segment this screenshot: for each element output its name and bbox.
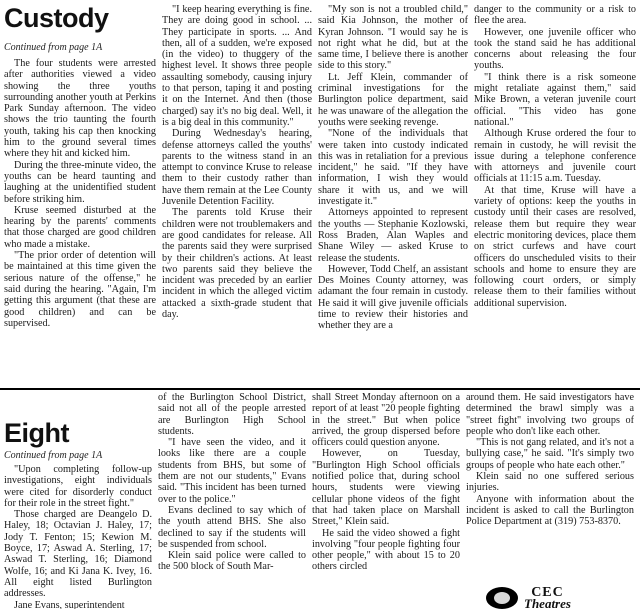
paragraph: During Wednesday's hearing, defense attorneys called the youths' parents to the witness stand in an attempt to convince Kruse to release them to their custody rather than have them remain at the Lee County Juvenile Detention Facility.: [162, 128, 312, 208]
paragraph: Those charged are Deangelo D. Haley, 18; Octavian J. Haley, 17; Jody T. Fenton; 15; Kewion M. Boyce, 17; Aswad A. Sterling, 17; Aswad T. Sterling, 16; Diamond Wolfe, 16; and Ki Jana K. Ivey, 16. All eight listed Burlington addresses.: [4, 509, 152, 600]
ad-subtitle: Theatres: [524, 595, 571, 611]
paragraph: Klein said no one suffered serious injuries.: [466, 471, 634, 494]
paragraph: danger to the community or a risk to flee the area.: [474, 4, 636, 27]
paragraph: "This is not gang related, and it's not a bullying case," he said. "It's simply two groups of people who hate each other.": [466, 437, 634, 471]
paragraph: "The prior order of detention will be maintained at this time given the serious nature of the offense," he said during the hearing. "Again, I'm getting this argument (that these are good children) and can be supervised.: [4, 250, 156, 329]
headline-eight: Eight: [4, 418, 69, 448]
eight-column-2: [158, 392, 306, 609]
custody-column-4: [474, 4, 636, 384]
paragraph: Klein said police were called to the 500 block of South Mar-: [158, 550, 306, 573]
paragraph: around them. He said investigators have determined the brawl simply was a "street fight" involving two groups of people who don't like each other.: [466, 392, 634, 437]
paragraph: of the Burlington School District, said not all of the people arrested are Burlington High School students.: [158, 392, 306, 437]
custody-column-3: [318, 4, 468, 384]
theatre-logo-icon: [486, 587, 518, 609]
custody-column-1: [4, 58, 156, 384]
paragraph: "I think there is a risk someone might retaliate against them," said Mike Brown, a veteran juvenile court official. "This video has gone national.": [474, 71, 636, 128]
continued-line-eight: Continued from page 1A: [4, 450, 103, 461]
eight-column-1: [4, 464, 152, 609]
paragraph: Lt. Jeff Klein, commander of criminal investigations for the Burlington police department, said he was unaware of the allegation the youths were seeking revenge.: [318, 71, 468, 128]
paragraph: He said the video showed a fight involving "four people fighting four other people," with about 15 to 20 others circled: [312, 527, 460, 573]
paragraph: "None of the individuals that were taken into custody indicated this was in retaliation for a previous incident," he said. "If they have information, I wish they would share it with us, and we will investigate it.": [318, 128, 468, 208]
story-eight: [0, 390, 640, 609]
paragraph: Kruse seemed disturbed at the hearing by the parents' comments that those charged are good children who made a mistake.: [4, 204, 156, 250]
paragraph: The parents told Kruse their children were not troublemakers and are good candidates for release. All the parents said they were surprised by their children's actions. At least two parents said they believe the incident was preceded by an earlier incident in which the alleged victim attacked a sixth-grade student that day.: [162, 207, 312, 321]
paragraph: Anyone with information about the incident is asked to call the Burlington Police Department at (319) 753-8370.: [466, 493, 634, 528]
eight-column-4: [466, 392, 634, 582]
paragraph: "Upon completing follow-up investigations, eight individuals were cited for disorderly conduct for their role in the street fight.": [4, 464, 152, 509]
paragraph: Jane Evans, superintendent: [14, 599, 125, 609]
paragraph: Evans declined to say which of the youth attend BHS. She also declined to say if the students will be suspended from school.: [158, 504, 306, 550]
paragraph: Attorneys appointed to represent the youths — Stephanie Kozlowski, Ross Braden, Alan Waples and Shane Wiley — asked Kruse to release the students.: [318, 207, 468, 264]
headline-custody: Custody: [4, 3, 109, 33]
theatre-advertisement[interactable]: [486, 586, 640, 609]
continued-line-custody: Continued from page 1A: [4, 42, 103, 53]
paragraph: During the three-minute video, the youths can be heard taunting and laughing at the unidentified student before striking him.: [4, 159, 156, 205]
paragraph: At that time, Kruse will have a variety of options: keep the youths in custody until their cases are resolved, release them but require they wear electric monitoring devices, place them on strict curfews and have court officers do unscheduled visits to their schools and home to ensure they are following court orders, or simply release them to their families without additional supervision.: [474, 184, 636, 309]
paragraph: Although Kruse ordered the four to remain in custody, he will revisit the issue during a telephone conference with attorneys and juvenile court officials at 11:15 a.m. Tuesday.: [474, 128, 636, 185]
ad-brand: CEC: [531, 584, 564, 600]
ad-text: [524, 584, 571, 611]
paragraph: "I have seen the video, and it looks like there are a couple students from BHS, but some of them are not our students," Evans said. "This incident has been turned over to the police.": [158, 437, 306, 505]
paragraph: However, on Tuesday, "Burlington High School officials notified police that, during school hours, students were viewing cellular phone videos of the fight that had taken place on Marshall Street," Klein said.: [312, 448, 460, 528]
eight-column-3: [312, 392, 460, 609]
paragraph: "My son is not a troubled child," said Kia Johnson, the mother of Kyran Johnson. "I would say he is not right what he did, but at the same time, I believe there is another side to this story.": [318, 4, 468, 72]
paragraph: However, Todd Chelf, an assistant Des Moines County attorney, was adamant the four remain in custody. He said it will give juvenile officials time to review their histories and whether they are a: [318, 263, 468, 332]
paragraph: shall Street Monday afternoon on a report of at least "20 people fighting in the street." But when police arrived, the group dispersed before officers could question anyone.: [312, 392, 460, 449]
paragraph: The four students were arrested after authorities viewed a video showing the three youths surrounding another youth at Perkins Park Sunday afternoon. The video shows the trio taunting the fourth youth, taking his cap then knocking him to the ground several times where they hit and kicked him.: [4, 58, 156, 160]
custody-column-2: [162, 4, 312, 384]
paragraph: However, one juvenile officer who took the stand said he has additional concerns about releasing the four youths.: [474, 26, 636, 72]
paragraph: "I keep hearing everything is fine. They are doing good in school. ... They participate in sports. ... And then, all of a sudden, we're exposed (in the video) to thuggery of the highest level. It shows three people assaulting somebody, causing injury to that person, taping it and posting it on the Internet. And then (those charged) say it's no big deal. Well, it is a big deal in this community.": [162, 4, 312, 128]
